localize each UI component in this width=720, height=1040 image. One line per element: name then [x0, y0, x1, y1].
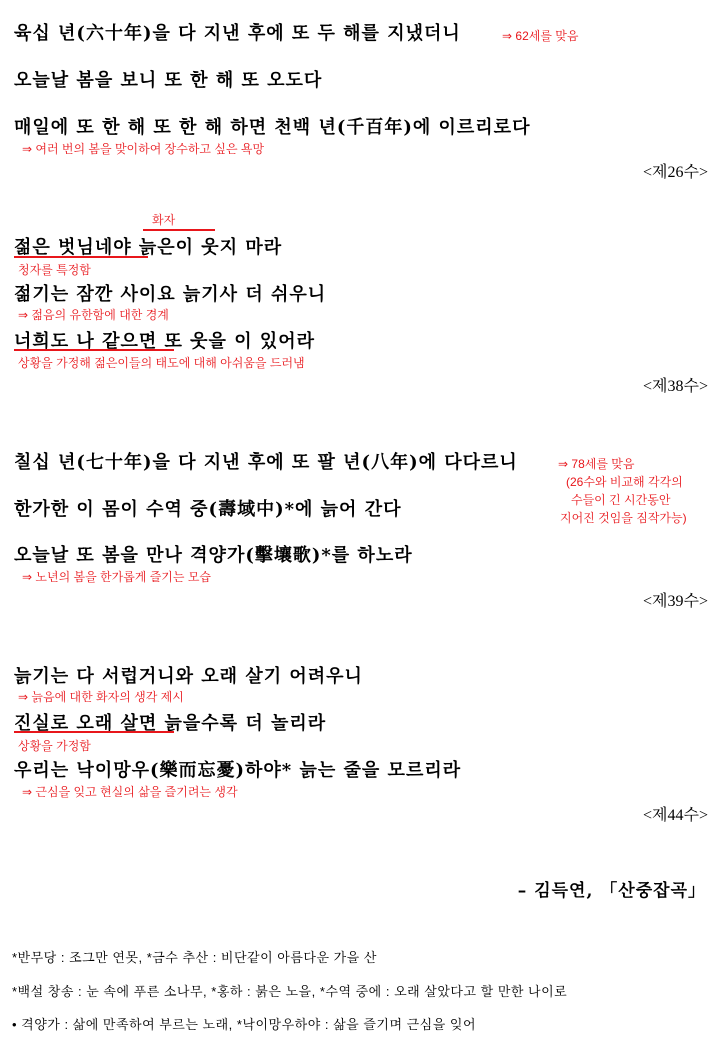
poem38-line1-rest: 늙은이 웃지 마라: [131, 237, 283, 258]
poem38-annotation-2: ⇒ 젊음의 유한함에 대한 경계: [18, 308, 169, 322]
assumption-underline-44: [14, 731, 174, 733]
speaker-underline: [143, 229, 215, 231]
poem39-line1: 칠십 년(七十年)을 다 지낸 후에 또 팔 년(八年)에 다다르니: [14, 452, 518, 473]
poem26-line1: 육십 년(六十年)을 다 지낸 후에 또 두 해를 지냈더니: [14, 23, 461, 44]
poem26-annotation-3: ⇒ 여러 번의 봄을 맞이하여 장수하고 싶은 욕망: [22, 142, 265, 156]
poem38-line2: 젊기는 잠깐 사이요 늙기사 더 쉬우니: [14, 284, 327, 305]
addressee-underline: [14, 256, 148, 258]
poem39-line2: 한가한 이 몸이 수역 중(壽域中)*에 늙어 간다: [14, 499, 402, 520]
poem26-line2: 오늘날 봄을 보니 또 한 해 또 오도다: [14, 70, 323, 91]
poem39-annotation-1b: (26수와 비교해 각각의: [566, 475, 683, 489]
poem26-annotation-1: ⇒ 62세를 맞음: [502, 29, 579, 43]
author-citation: – 김득연, 「산중잡곡」: [517, 881, 706, 901]
footnote-1: *반무당 : 조그만 연못, *금수 추산 : 비단같이 아름다운 가을 산: [12, 950, 377, 965]
footnote-3: • 격양가 : 삶에 만족하여 부르는 노래, *낙이망우하야 : 삶을 즐기며 근심을 잊어: [12, 1017, 477, 1032]
poem39-annotation-1d: 지어진 것임을 짐작가능): [560, 511, 687, 525]
poem39-number: <제39수>: [643, 593, 708, 610]
poem44-line2-highlight: 진실로 오래 살면: [14, 713, 158, 734]
poem44-annotation-3: ⇒ 근심을 잊고 현실의 삶을 즐기려는 생각: [22, 785, 238, 799]
speaker-annotation: 화자: [152, 213, 176, 227]
poem44-line2-rest: 늙을수록 더 놀리라: [157, 713, 327, 734]
poem38-line3-highlight: 너희도 나 같으면: [14, 331, 158, 352]
poem26-line3: 매일에 또 한 해 또 한 해 하면 천백 년(千百年)에 이르리로다: [14, 117, 531, 138]
poem39-line3: 오늘날 또 봄을 만나 격양가(擊壤歌)*를 하노라: [14, 545, 413, 566]
poem39-annotation-3: ⇒ 노년의 봄을 한가롭게 즐기는 모습: [22, 570, 212, 584]
assumption-underline: [14, 349, 174, 351]
poem38-annotation-3: 상황을 가정해 젊은이들의 태도에 대해 아쉬움을 드러냄: [18, 356, 305, 370]
footnote-2: *백설 창송 : 눈 속에 푸른 소나무, *홍하 : 붉은 노을, *수역 중에 : 오래 살았다고 할 만한 나이로: [12, 984, 568, 999]
poem44-line3: 우리는 낙이망우(樂而忘憂)하야* 늙는 줄을 모르리라: [14, 760, 462, 781]
poem44-annotation-1: ⇒ 늙음에 대한 화자의 생각 제시: [18, 690, 184, 704]
poem44-annotation-2: 상황을 가정함: [18, 739, 91, 753]
poem38-line1-highlight: 젊은 벗님네야: [14, 237, 132, 258]
poem38-line3-rest: 또 웃을 이 있어라: [157, 331, 316, 352]
poem38-number: <제38수>: [643, 378, 708, 395]
poem44-number: <제44수>: [643, 807, 708, 824]
poem44-line1: 늙기는 다 서럽거니와 오래 살기 어려우니: [14, 666, 363, 687]
poem38-annotation-1: 청자를 특정함: [18, 263, 91, 277]
poem39-annotation-1: ⇒ 78세를 맞음: [558, 457, 635, 471]
poem39-annotation-1c: 수들이 긴 시간동안: [571, 493, 671, 507]
poem26-number: <제26수>: [643, 164, 708, 181]
